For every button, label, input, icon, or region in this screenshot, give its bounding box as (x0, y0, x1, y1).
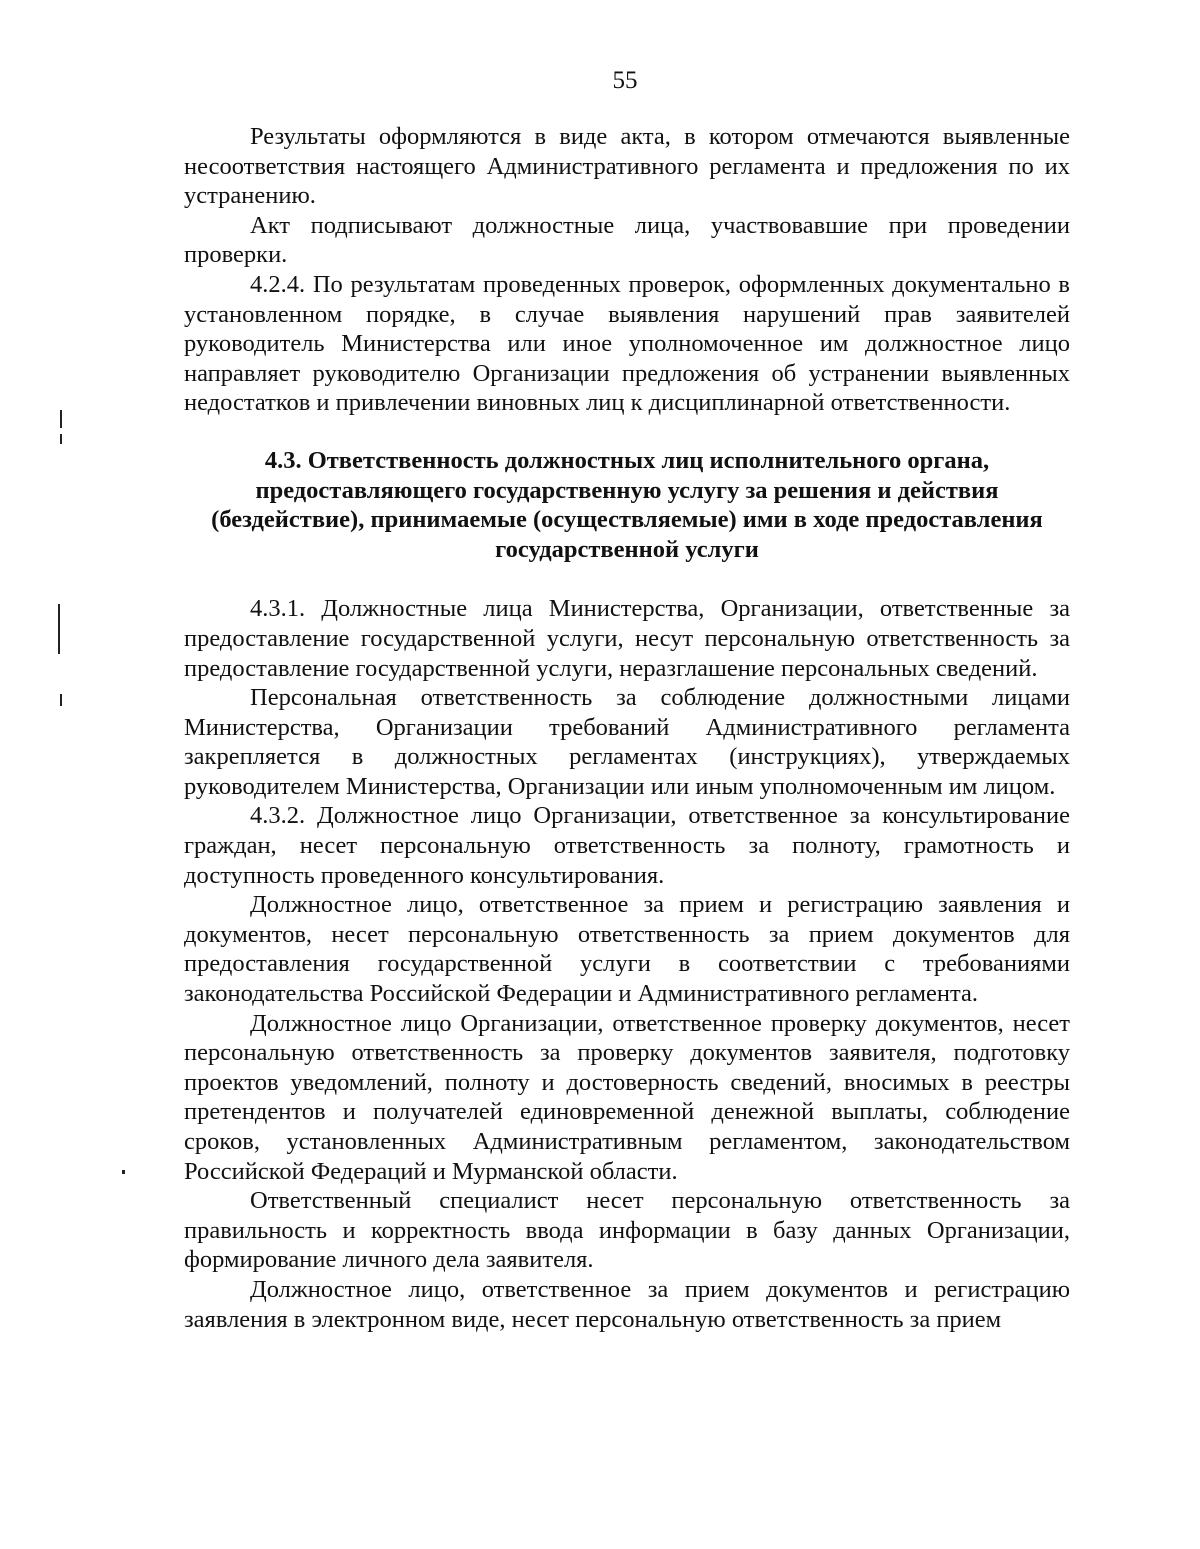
document-body (184, 122, 1070, 1334)
section-heading-line: 4.3. Ответственность должностных лиц исполнительного органа, (264, 446, 990, 474)
section-heading (184, 446, 1070, 564)
section-heading-line: государственной услуги (495, 535, 759, 563)
scan-margin-mark (58, 604, 60, 654)
paragraph: 4.3.1. Должностные лица Министерства, Организации, ответственные за предоставление государственной услуги, несут персональную ответственность за предоставление государственной услуги, неразглашение персональных сведений. (184, 595, 1070, 682)
scan-margin-mark (60, 434, 62, 444)
paragraph: Акт подписывают должностные лица, участвовавшие при проведении проверки. (184, 211, 1070, 269)
paragraph: 4.3.2. Должностное лицо Организации, ответственное за консультирование граждан, несет персональную ответственность за полноту, грамотность и доступность проведенного консультирования. (184, 802, 1070, 889)
paragraph: Персональная ответственность за соблюдение должностными лицами Министерства, Организации требований Административного регламента закрепляется в должностных регламентах (инструкциях), утверждаемых руководителем Министерства, Организации или иным уполномоченным им лицом. (184, 684, 1070, 800)
paragraph: 4.2.4. По результатам проведенных проверок, оформленных документально в установленном порядке, в случае выявления нарушений прав заявителей руководитель Министерства или иное уполномоченное им должностное лицо направляет руководителю Организации предложения об устранении выявленных недостатков и привлечении виновных лиц к дисциплинарной ответственности. (184, 270, 1070, 417)
section-heading-line: предоставляющего государственную услугу за решения и действия (255, 476, 999, 504)
scan-margin-mark (60, 410, 62, 428)
paragraph: Должностное лицо, ответственное за прием документов и регистрацию заявления в электронном виде, несет персональную ответственность за прием (184, 1275, 1070, 1333)
section-heading-line: (бездействие), принимаемые (осуществляемые) ими в ходе предоставления (211, 506, 1043, 534)
page-number: 55 (612, 67, 638, 94)
scan-margin-mark (60, 694, 62, 706)
paragraph: Результаты оформляются в виде акта, в котором отмечаются выявленные несоответствия настоящего Административного регламента и предложения по их устранению. (184, 123, 1070, 210)
scan-margin-mark (122, 1170, 125, 1174)
paragraph: Должностное лицо Организации, ответственное проверку документов, несет персональную ответственность за проверку документов заявителя, подготовку проектов уведомлений, полноту и достоверность сведений, вносимых в реестры претендентов и получателей единовременной денежной выплаты, соблюдение сроков, установленных Административным регламентом, законодательством Российской Федераций и Мурманской области. (184, 1009, 1070, 1185)
paragraph: Должностное лицо, ответственное за прием и регистрацию заявления и документов, несет персональную ответственность за прием документов для предоставления государственной услуги в соответствии с требованиями законодательства Российской Федерации и Административного регламента. (184, 891, 1070, 1008)
paragraph: Ответственный специалист несет персональную ответственность за правильность и корректность ввода информации в базу данных Организации, формирование личного дела заявителя. (184, 1187, 1070, 1274)
